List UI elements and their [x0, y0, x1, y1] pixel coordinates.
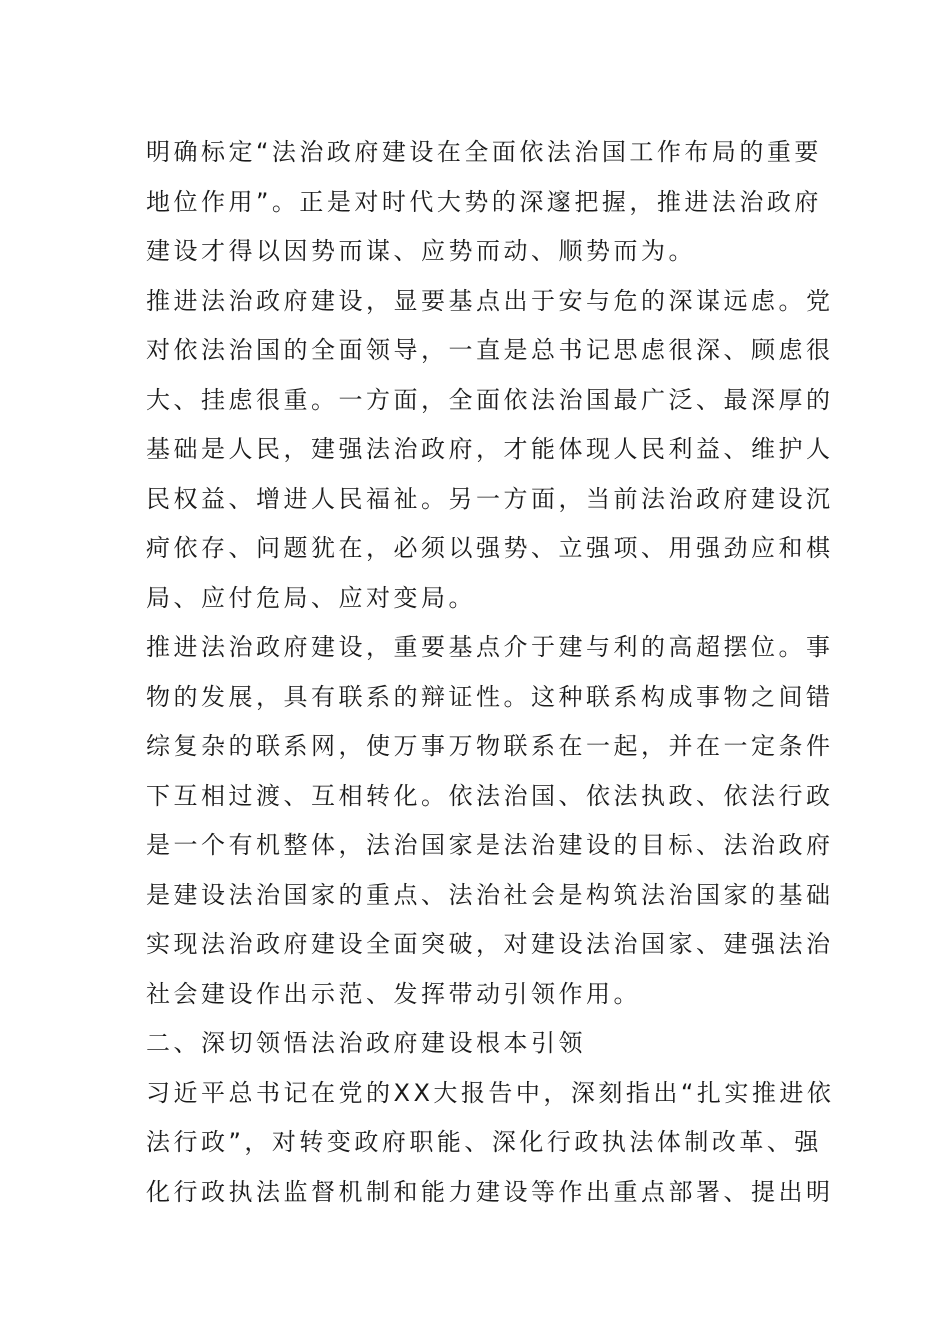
text-line: 综复杂的联系网，使万事万物联系在一起，并在一定条件 [146, 732, 834, 760]
text-line: 地位作用”。正是对时代大势的深邃把握，推进法治政府 [146, 187, 822, 216]
text-line: 物的发展，具有联系的辩证性。这种联系构成事物之间错 [146, 682, 834, 711]
document-body [146, 128, 835, 1217]
text-line: 化行政执法监督机制和能力建设等作出重点部署、提出明 [146, 1177, 834, 1206]
text-line: 实现法治政府建设全面突破，对建设法治国家、建强法治 [146, 930, 834, 958]
text-line: 局、应付危局、应对变局。 [146, 583, 476, 612]
text-line: 民权益、增进人民福祉。另一方面，当前法治政府建设沉 [146, 484, 834, 513]
section-heading: 二、深切领悟法治政府建设根本引领 [146, 1029, 586, 1057]
text-line: 对依法治国的全面领导，一直是总书记思虑很深、顾虑很 [146, 336, 834, 364]
text-line: 明确标定“法治政府建设在全面依法治国工作布局的重要 [146, 138, 822, 166]
text-line: 建设才得以因势而谋、应势而动、顺势而为。 [146, 237, 696, 265]
text-line: 是一个有机整体，法治国家是法治建设的目标、法治政府 [146, 831, 834, 859]
text-line: 疴依存、问题犹在，必须以强势、立强项、用强劲应和棋 [146, 534, 834, 562]
text-line: 基础是人民，建强法治政府，才能体现人民利益、维护人 [146, 435, 834, 463]
text-line: 习近平总书记在党的XX大报告中，深刻指出“扎实推进依 [146, 1078, 835, 1107]
text-line: 推进法治政府建设，显要基点出于安与危的深谋远虑。党 [146, 286, 834, 315]
text-line: 法行政”，对转变政府职能、深化行政执法体制改革、强 [146, 1128, 822, 1156]
text-line: 社会建设作出示范、发挥带动引领作用。 [146, 979, 641, 1008]
text-line: 大、挂虑很重。一方面，全面依法治国最广泛、最深厚的 [146, 385, 834, 414]
text-line: 是建设法治国家的重点、法治社会是构筑法治国家的基础 [146, 880, 834, 909]
text-line: 下互相过渡、互相转化。依法治国、依法执政、依法行政 [146, 781, 834, 810]
text-line: 推进法治政府建设，重要基点介于建与利的高超摆位。事 [146, 633, 834, 661]
